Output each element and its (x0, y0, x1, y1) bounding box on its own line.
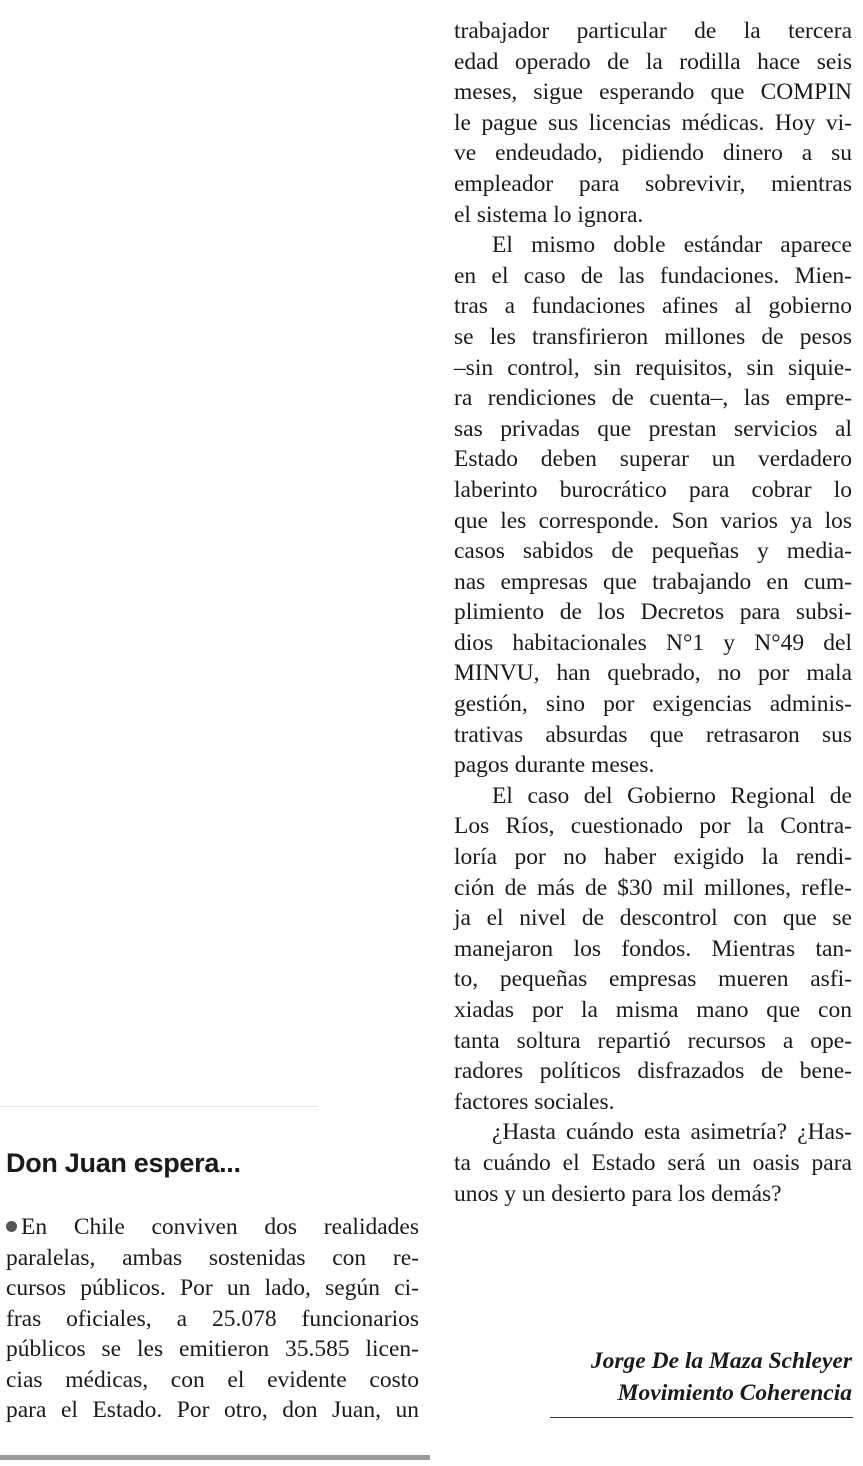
body-line: el sistema lo ignora. (454, 201, 644, 228)
body-line: sas privadas que prestan servicios al (454, 415, 852, 442)
body-line: en el caso de las fundaciones. Mien- (454, 262, 852, 289)
body-line: pagos durante meses. (454, 752, 655, 779)
body-line: trabajador particular de la tercera (454, 18, 852, 44)
signature-name: Jorge De la Maza Schleyer (590, 1348, 852, 1374)
body-line: para el Estado. Por otro, don Juan, un (6, 1397, 419, 1423)
body-line: paralelas, ambas sostenidas con re- (6, 1244, 419, 1271)
body-line: ve endeudado, pidiendo dinero a su (454, 140, 852, 167)
body-line: fras oficiales, a 25.078 funcionarios (6, 1305, 419, 1332)
body-line: nas empresas que trabajando en cum- (454, 568, 852, 595)
signature-organization: Movimiento Coherencia (617, 1380, 852, 1406)
signature-rule (550, 1417, 853, 1418)
body-line: xiadas por la misma mano que con (454, 997, 852, 1023)
body-line: meses, sigue esperando que COMPIN (454, 79, 852, 106)
body-line: MINVU, han quebrado, no por mala (454, 660, 852, 687)
body-line: le pague sus licencias médicas. Hoy vi- (454, 109, 852, 136)
body-line: tras a fundaciones afines al gobierno (454, 293, 852, 320)
body-line: ción de más de $30 mil millones, refle- (454, 874, 852, 901)
paragraph-2 (454, 230, 852, 781)
body-line: El mismo doble estándar aparece (492, 232, 852, 259)
body-line: trativas absurdas que retrasaron sus (454, 721, 852, 748)
body-line: radores políticos disfrazados de bene- (454, 1058, 852, 1085)
body-line: edad operado de la rodilla hace seis (454, 48, 852, 75)
body-line: En Chile conviven dos realidades (6, 1212, 419, 1243)
body-line: laberinto burocrático para cobrar lo (454, 476, 852, 503)
body-line: cias médicas, con el evidente costo (6, 1366, 419, 1393)
section-divider (0, 1106, 318, 1107)
body-line: to, pequeñas empresas mueren asfi- (454, 966, 852, 993)
body-line: públicos se les emitieron 35.585 licen- (6, 1336, 419, 1362)
body-line: ja el nivel de descontrol con que se (454, 905, 852, 932)
body-line: loría por no haber exigido la rendi- (454, 844, 852, 871)
left-column-body (6, 1212, 419, 1426)
body-line: Los Ríos, cuestionado por la Contra- (454, 813, 852, 840)
body-line: dios habitacionales N°1 y N°49 del (454, 629, 852, 656)
body-line: ¿Hasta cuándo esta asimetría? ¿Has- (492, 1119, 852, 1146)
body-line: se les transfirieron millones de pesos (454, 323, 852, 350)
bottom-rule (0, 1455, 430, 1460)
paragraph-1 (454, 16, 852, 230)
body-line: factores sociales. (454, 1088, 615, 1115)
body-line: plimiento de los Decretos para subsi- (454, 599, 852, 626)
body-line: ta cuándo el Estado será un oasis para (454, 1149, 852, 1176)
body-line: tanta soltura repartió recursos a ope- (454, 1027, 852, 1054)
body-line: ra rendiciones de cuenta–, las empre- (454, 385, 852, 412)
paragraph-4 (454, 1117, 852, 1209)
body-line: casos sabidos de pequeñas y media- (454, 538, 852, 565)
body-line: El caso del Gobierno Regional de (492, 782, 852, 809)
body-line: unos y un desierto para los demás? (454, 1180, 782, 1207)
body-line: cursos públicos. Por un lado, según ci- (6, 1275, 419, 1301)
signature-block (560, 1345, 852, 1409)
body-line: empleador para sobrevivir, mientras (454, 170, 852, 197)
bullet-icon (6, 1221, 17, 1232)
body-line: –sin control, sin requisitos, sin siquie- (454, 354, 852, 381)
letter-headline: Don Juan espera... (6, 1148, 241, 1178)
body-line: que les corresponde. Son varios ya los (454, 507, 852, 534)
right-column-body (454, 16, 852, 1209)
body-line: manejaron los fondos. Mientras tan- (454, 935, 852, 962)
paragraph-3 (454, 781, 852, 1118)
body-line: Estado deben superar un verdadero (454, 446, 852, 473)
body-line: gestión, sino por exigencias adminis- (454, 691, 852, 718)
